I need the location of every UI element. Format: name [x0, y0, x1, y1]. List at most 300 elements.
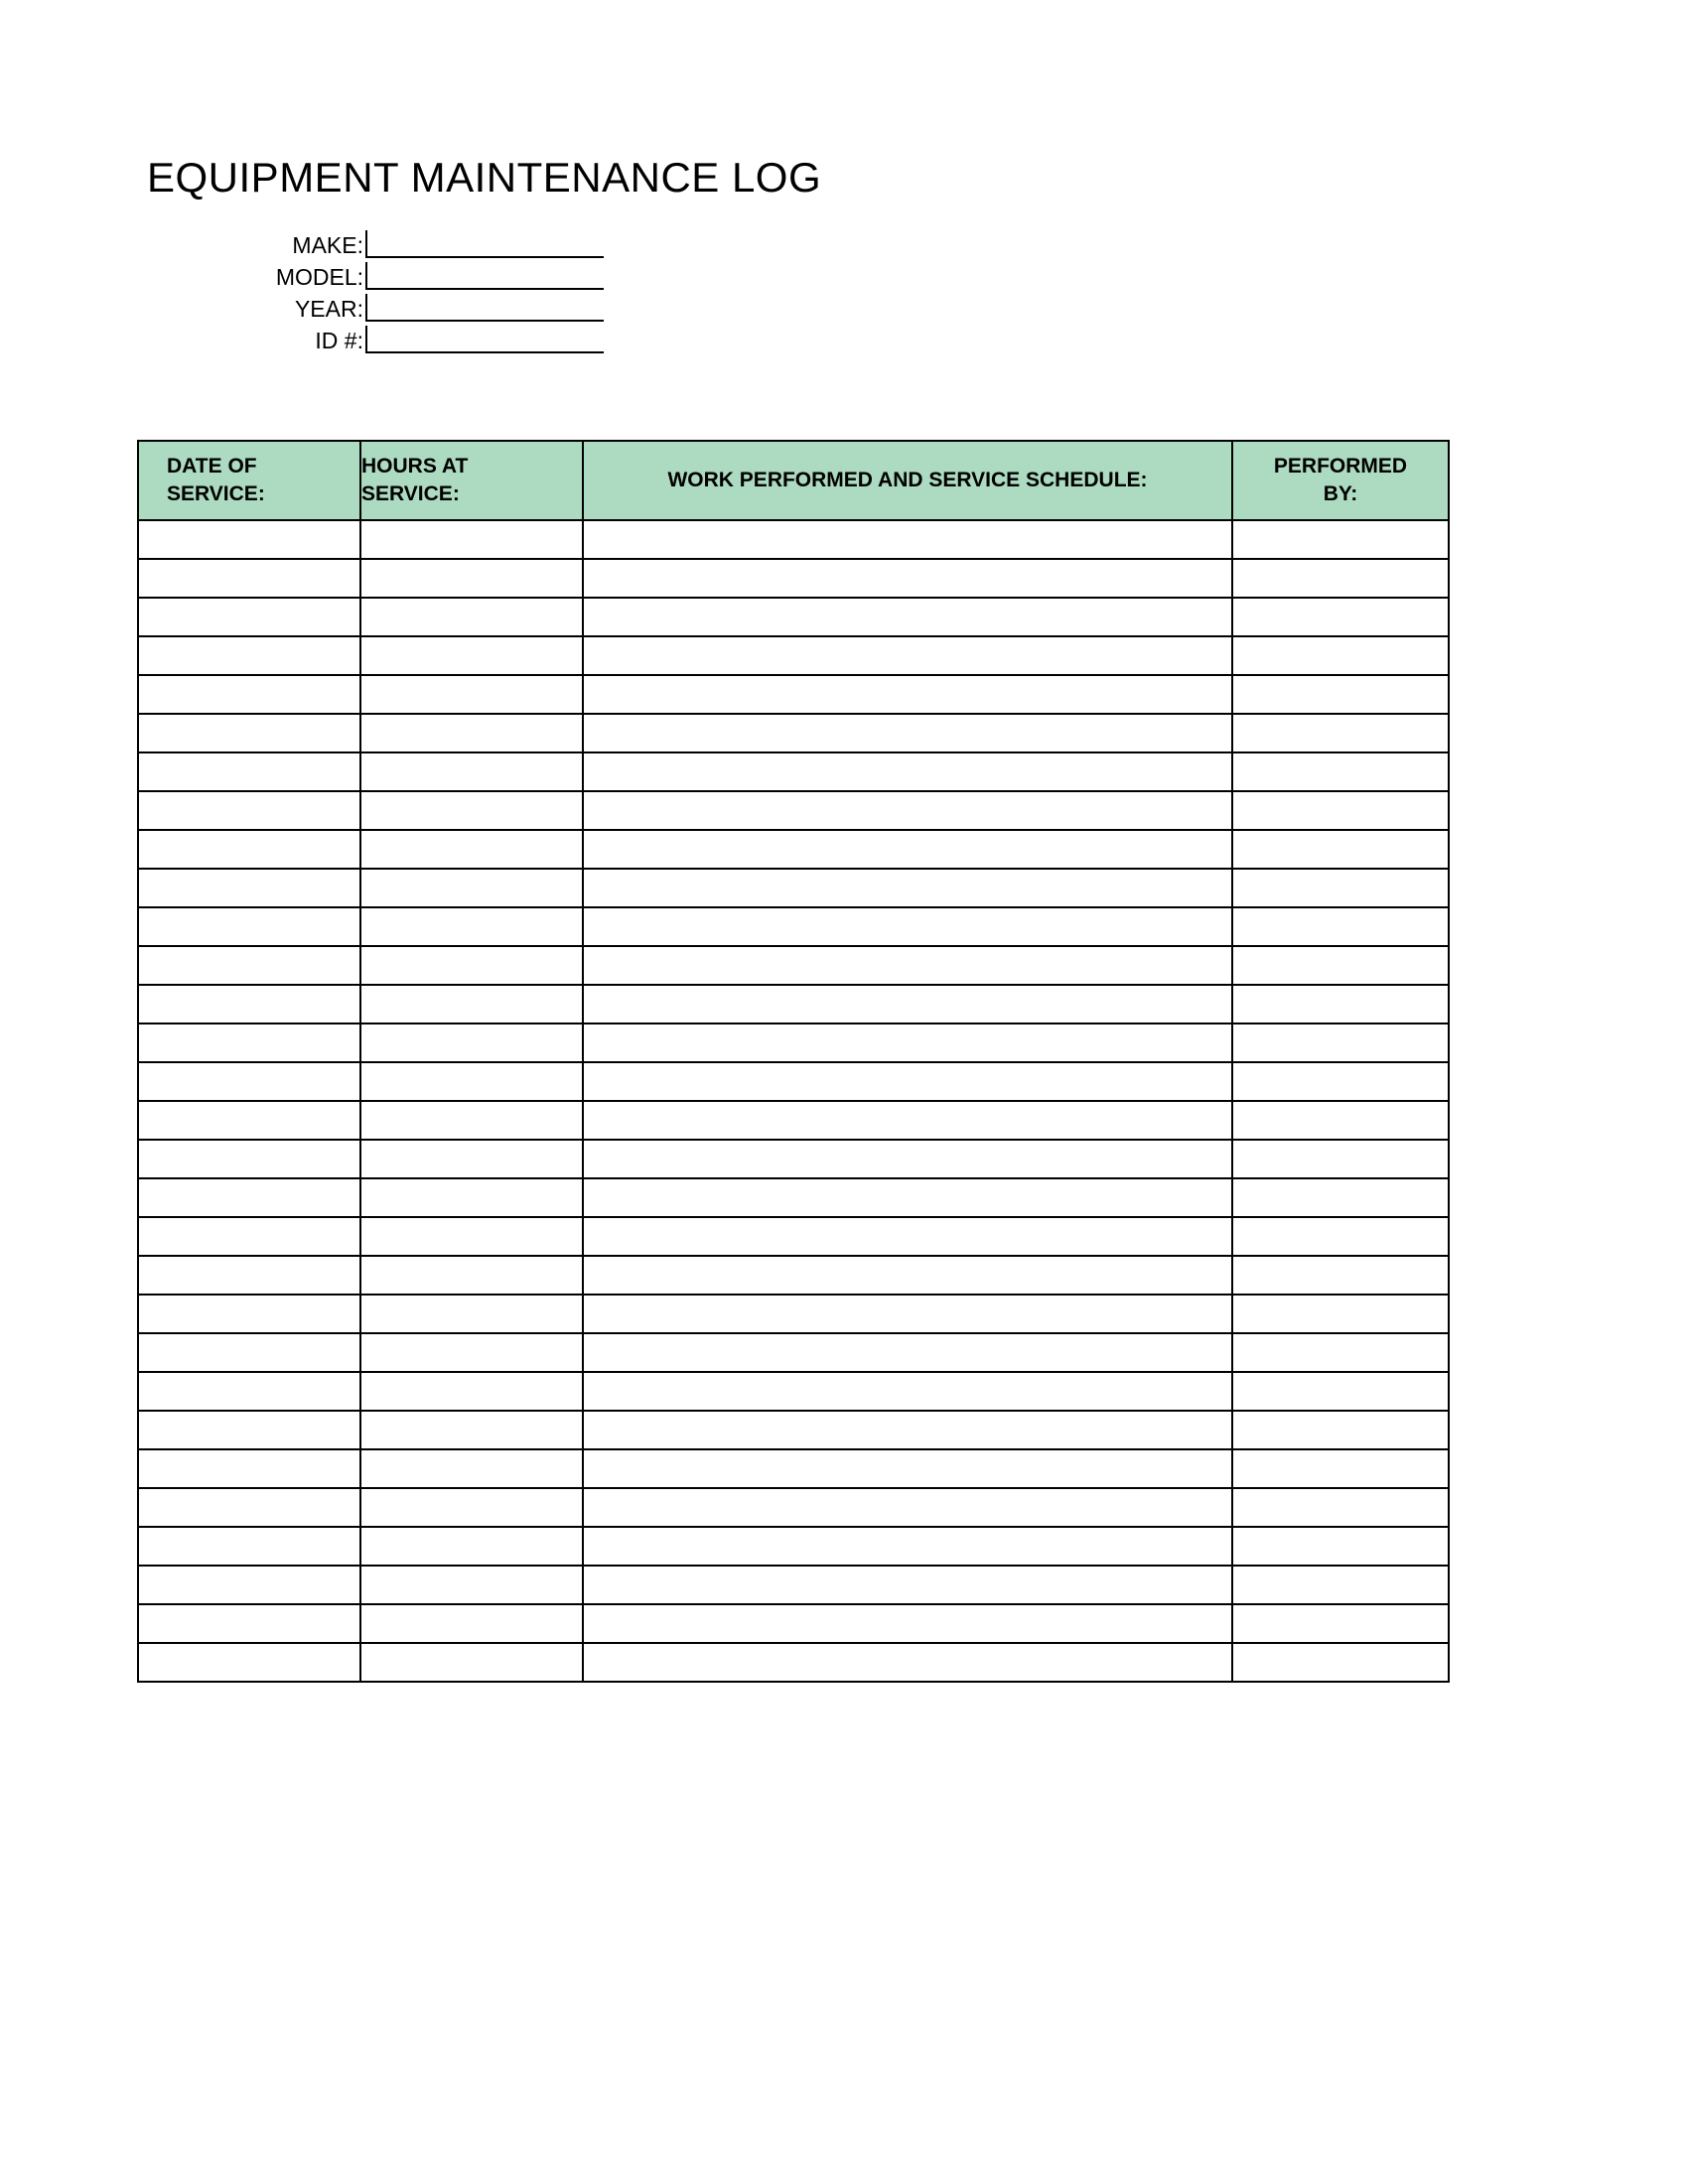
- cell-performed-by[interactable]: [1232, 1372, 1449, 1411]
- cell-work-performed[interactable]: [583, 1333, 1232, 1372]
- cell-work-performed[interactable]: [583, 1449, 1232, 1488]
- column-header-date-of-service: [138, 441, 360, 520]
- input-hours-at-service[interactable]: [361, 1218, 582, 1255]
- cell-performed-by[interactable]: [1232, 1062, 1449, 1101]
- input-performed-by[interactable]: [1233, 676, 1448, 713]
- cell-date-of-service[interactable]: [138, 1062, 360, 1101]
- table-row: [138, 1372, 1449, 1411]
- input-performed-by[interactable]: [1233, 1567, 1448, 1603]
- input-hours-at-service[interactable]: [361, 1412, 582, 1448]
- cell-hours-at-service[interactable]: [360, 1101, 583, 1140]
- table-row: [138, 1527, 1449, 1566]
- input-performed-by[interactable]: [1233, 1257, 1448, 1294]
- cell-work-performed[interactable]: [583, 1488, 1232, 1527]
- input-work-performed[interactable]: [584, 1605, 1231, 1642]
- cell-date-of-service[interactable]: [138, 1217, 360, 1256]
- input-performed-by[interactable]: [1233, 753, 1448, 790]
- table-row: [138, 1566, 1449, 1604]
- maintenance-log-table-container: [137, 440, 1440, 1683]
- input-performed-by[interactable]: [1233, 792, 1448, 829]
- table-row: [138, 869, 1449, 907]
- cell-date-of-service[interactable]: [138, 752, 360, 791]
- cell-date-of-service[interactable]: [138, 714, 360, 752]
- cell-hours-at-service[interactable]: [360, 598, 583, 636]
- input-hours-at-service[interactable]: [361, 1450, 582, 1487]
- column-header-performed-by-line1: PERFORMED: [1273, 455, 1408, 478]
- input-performed-by[interactable]: [1233, 599, 1448, 635]
- cell-performed-by[interactable]: [1232, 1566, 1449, 1604]
- cell-work-performed[interactable]: [583, 1604, 1232, 1643]
- input-date-of-service[interactable]: [139, 1528, 359, 1565]
- cell-date-of-service[interactable]: [138, 1566, 360, 1604]
- cell-hours-at-service[interactable]: [360, 1566, 583, 1604]
- input-performed-by[interactable]: [1233, 1644, 1448, 1681]
- cell-performed-by[interactable]: [1232, 1024, 1449, 1062]
- cell-date-of-service[interactable]: [138, 791, 360, 830]
- cell-date-of-service[interactable]: [138, 1449, 360, 1488]
- input-date-of-service[interactable]: [139, 560, 359, 597]
- id-number-field-line[interactable]: [365, 326, 604, 353]
- cell-work-performed[interactable]: [583, 1062, 1232, 1101]
- input-work-performed[interactable]: [584, 1528, 1231, 1565]
- cell-work-performed[interactable]: [583, 1566, 1232, 1604]
- input-work-performed[interactable]: [584, 753, 1231, 790]
- input-date-of-service[interactable]: [139, 753, 359, 790]
- cell-hours-at-service[interactable]: [360, 985, 583, 1024]
- cell-work-performed[interactable]: [583, 1101, 1232, 1140]
- cell-work-performed[interactable]: [583, 714, 1232, 752]
- input-work-performed[interactable]: [584, 792, 1231, 829]
- make-field-line[interactable]: [365, 230, 604, 258]
- cell-hours-at-service[interactable]: [360, 1256, 583, 1295]
- cell-work-performed[interactable]: [583, 752, 1232, 791]
- input-performed-by[interactable]: [1233, 1373, 1448, 1410]
- column-header-hours-at-service: [360, 441, 583, 520]
- make-label: MAKE:: [292, 232, 363, 258]
- cell-performed-by[interactable]: [1232, 1140, 1449, 1178]
- cell-hours-at-service[interactable]: [360, 1178, 583, 1217]
- input-work-performed[interactable]: [584, 1644, 1231, 1681]
- input-performed-by[interactable]: [1233, 870, 1448, 906]
- input-date-of-service[interactable]: [139, 1257, 359, 1294]
- cell-hours-at-service[interactable]: [360, 907, 583, 946]
- cell-work-performed[interactable]: [583, 946, 1232, 985]
- input-hours-at-service[interactable]: [361, 753, 582, 790]
- input-performed-by[interactable]: [1233, 1489, 1448, 1526]
- cell-work-performed[interactable]: [583, 791, 1232, 830]
- cell-performed-by[interactable]: [1232, 1256, 1449, 1295]
- cell-performed-by[interactable]: [1232, 1604, 1449, 1643]
- input-date-of-service[interactable]: [139, 676, 359, 713]
- cell-date-of-service[interactable]: [138, 675, 360, 714]
- table-row: [138, 1217, 1449, 1256]
- cell-hours-at-service[interactable]: [360, 1372, 583, 1411]
- input-work-performed[interactable]: [584, 715, 1231, 751]
- input-work-performed[interactable]: [584, 1450, 1231, 1487]
- cell-work-performed[interactable]: [583, 869, 1232, 907]
- cell-date-of-service[interactable]: [138, 1643, 360, 1682]
- table-row: [138, 985, 1449, 1024]
- input-work-performed[interactable]: [584, 908, 1231, 945]
- input-hours-at-service[interactable]: [361, 560, 582, 597]
- input-hours-at-service[interactable]: [361, 1179, 582, 1216]
- cell-performed-by[interactable]: [1232, 636, 1449, 675]
- input-hours-at-service[interactable]: [361, 521, 582, 558]
- cell-hours-at-service[interactable]: [360, 752, 583, 791]
- input-date-of-service[interactable]: [139, 1334, 359, 1371]
- field-row-model: [147, 258, 604, 290]
- column-header-work-performed: [583, 441, 1232, 520]
- table-row: [138, 830, 1449, 869]
- input-date-of-service[interactable]: [139, 1102, 359, 1139]
- cell-work-performed[interactable]: [583, 598, 1232, 636]
- input-date-of-service[interactable]: [139, 1179, 359, 1216]
- cell-work-performed[interactable]: [583, 1295, 1232, 1333]
- cell-work-performed[interactable]: [583, 1643, 1232, 1682]
- table-row: [138, 791, 1449, 830]
- cell-performed-by[interactable]: [1232, 598, 1449, 636]
- table-row: [138, 1140, 1449, 1178]
- cell-work-performed[interactable]: [583, 1256, 1232, 1295]
- table-row: [138, 1643, 1449, 1682]
- cell-performed-by[interactable]: [1232, 1295, 1449, 1333]
- cell-date-of-service[interactable]: [138, 559, 360, 598]
- field-row-id-number: [147, 322, 604, 353]
- id-number-label: ID #:: [315, 328, 363, 353]
- cell-performed-by[interactable]: [1232, 559, 1449, 598]
- input-hours-at-service[interactable]: [361, 908, 582, 945]
- input-hours-at-service[interactable]: [361, 1257, 582, 1294]
- cell-performed-by[interactable]: [1232, 1449, 1449, 1488]
- cell-date-of-service[interactable]: [138, 946, 360, 985]
- cell-date-of-service[interactable]: [138, 1178, 360, 1217]
- input-work-performed[interactable]: [584, 560, 1231, 597]
- make-input[interactable]: [367, 230, 604, 256]
- input-work-performed[interactable]: [584, 1141, 1231, 1177]
- input-hours-at-service[interactable]: [361, 1296, 582, 1332]
- id-number-input[interactable]: [367, 326, 604, 351]
- input-performed-by[interactable]: [1233, 947, 1448, 984]
- year-label: YEAR:: [294, 296, 363, 322]
- input-performed-by[interactable]: [1233, 1412, 1448, 1448]
- input-hours-at-service[interactable]: [361, 1063, 582, 1100]
- year-field-line[interactable]: [365, 294, 604, 322]
- input-hours-at-service[interactable]: [361, 947, 582, 984]
- cell-date-of-service[interactable]: [138, 869, 360, 907]
- table-row: [138, 1256, 1449, 1295]
- table-row: [138, 1024, 1449, 1062]
- input-hours-at-service[interactable]: [361, 1102, 582, 1139]
- input-hours-at-service[interactable]: [361, 637, 582, 674]
- cell-date-of-service[interactable]: [138, 985, 360, 1024]
- input-date-of-service[interactable]: [139, 1296, 359, 1332]
- input-work-performed[interactable]: [584, 676, 1231, 713]
- maintenance-log-table: [137, 440, 1450, 1683]
- year-input[interactable]: [367, 294, 604, 320]
- input-hours-at-service[interactable]: [361, 1644, 582, 1681]
- cell-date-of-service[interactable]: [138, 1024, 360, 1062]
- table-row: [138, 714, 1449, 752]
- input-date-of-service[interactable]: [139, 1450, 359, 1487]
- cell-hours-at-service[interactable]: [360, 1295, 583, 1333]
- input-date-of-service[interactable]: [139, 1063, 359, 1100]
- cell-performed-by[interactable]: [1232, 1411, 1449, 1449]
- cell-work-performed[interactable]: [583, 985, 1232, 1024]
- cell-hours-at-service[interactable]: [360, 675, 583, 714]
- input-hours-at-service[interactable]: [361, 1528, 582, 1565]
- cell-hours-at-service[interactable]: [360, 1411, 583, 1449]
- cell-hours-at-service[interactable]: [360, 1333, 583, 1372]
- input-performed-by[interactable]: [1233, 1605, 1448, 1642]
- input-date-of-service[interactable]: [139, 831, 359, 868]
- cell-hours-at-service[interactable]: [360, 636, 583, 675]
- table-row: [138, 1604, 1449, 1643]
- input-performed-by[interactable]: [1233, 715, 1448, 751]
- input-work-performed[interactable]: [584, 1257, 1231, 1294]
- cell-work-performed[interactable]: [583, 830, 1232, 869]
- table-row: [138, 1295, 1449, 1333]
- input-work-performed[interactable]: [584, 521, 1231, 558]
- cell-date-of-service[interactable]: [138, 1488, 360, 1527]
- cell-performed-by[interactable]: [1232, 1178, 1449, 1217]
- cell-work-performed[interactable]: [583, 1527, 1232, 1566]
- input-work-performed[interactable]: [584, 1373, 1231, 1410]
- cell-hours-at-service[interactable]: [360, 946, 583, 985]
- input-performed-by[interactable]: [1233, 908, 1448, 945]
- table-row: [138, 946, 1449, 985]
- cell-performed-by[interactable]: [1232, 1101, 1449, 1140]
- input-hours-at-service[interactable]: [361, 986, 582, 1023]
- input-performed-by[interactable]: [1233, 560, 1448, 597]
- input-work-performed[interactable]: [584, 1102, 1231, 1139]
- cell-date-of-service[interactable]: [138, 1372, 360, 1411]
- input-work-performed[interactable]: [584, 1334, 1231, 1371]
- input-date-of-service[interactable]: [139, 1567, 359, 1603]
- table-row: [138, 598, 1449, 636]
- column-header-date-of-service-line2: SERVICE:: [167, 482, 265, 505]
- cell-hours-at-service[interactable]: [360, 1488, 583, 1527]
- input-hours-at-service[interactable]: [361, 792, 582, 829]
- cell-date-of-service[interactable]: [138, 1333, 360, 1372]
- input-hours-at-service[interactable]: [361, 676, 582, 713]
- input-work-performed[interactable]: [584, 1296, 1231, 1332]
- cell-hours-at-service[interactable]: [360, 830, 583, 869]
- cell-performed-by[interactable]: [1232, 520, 1449, 559]
- column-header-work-performed-text: WORK PERFORMED AND SERVICE SCHEDULE:: [667, 469, 1148, 491]
- cell-performed-by[interactable]: [1232, 1217, 1449, 1256]
- cell-performed-by[interactable]: [1232, 1333, 1449, 1372]
- cell-hours-at-service[interactable]: [360, 791, 583, 830]
- input-hours-at-service[interactable]: [361, 1334, 582, 1371]
- cell-date-of-service[interactable]: [138, 1604, 360, 1643]
- input-hours-at-service[interactable]: [361, 870, 582, 906]
- input-date-of-service[interactable]: [139, 1489, 359, 1526]
- input-hours-at-service[interactable]: [361, 1024, 582, 1061]
- input-date-of-service[interactable]: [139, 870, 359, 906]
- cell-work-performed[interactable]: [583, 1411, 1232, 1449]
- input-performed-by[interactable]: [1233, 1296, 1448, 1332]
- input-hours-at-service[interactable]: [361, 1141, 582, 1177]
- cell-performed-by[interactable]: [1232, 869, 1449, 907]
- cell-date-of-service[interactable]: [138, 1527, 360, 1566]
- table-row: [138, 1411, 1449, 1449]
- input-date-of-service[interactable]: [139, 715, 359, 751]
- input-hours-at-service[interactable]: [361, 1373, 582, 1410]
- input-performed-by[interactable]: [1233, 637, 1448, 674]
- table-row: [138, 520, 1449, 559]
- input-performed-by[interactable]: [1233, 1063, 1448, 1100]
- model-label: MODEL:: [275, 264, 363, 290]
- table-row: [138, 559, 1449, 598]
- input-performed-by[interactable]: [1233, 1218, 1448, 1255]
- table-body: [138, 520, 1449, 1682]
- cell-date-of-service[interactable]: [138, 1411, 360, 1449]
- model-field-line[interactable]: [365, 262, 604, 290]
- cell-hours-at-service[interactable]: [360, 520, 583, 559]
- cell-hours-at-service[interactable]: [360, 1527, 583, 1566]
- cell-performed-by[interactable]: [1232, 830, 1449, 869]
- input-work-performed[interactable]: [584, 1489, 1231, 1526]
- cell-performed-by[interactable]: [1232, 791, 1449, 830]
- cell-hours-at-service[interactable]: [360, 869, 583, 907]
- cell-hours-at-service[interactable]: [360, 714, 583, 752]
- input-performed-by[interactable]: [1233, 1141, 1448, 1177]
- cell-hours-at-service[interactable]: [360, 1643, 583, 1682]
- column-header-hours-at-service-line2: SERVICE:: [361, 482, 460, 505]
- cell-performed-by[interactable]: [1232, 1488, 1449, 1527]
- cell-date-of-service[interactable]: [138, 1256, 360, 1295]
- input-work-performed[interactable]: [584, 1412, 1231, 1448]
- table-header: [138, 441, 1449, 520]
- cell-work-performed[interactable]: [583, 636, 1232, 675]
- input-date-of-service[interactable]: [139, 1218, 359, 1255]
- column-header-hours-at-service-line1: HOURS AT: [361, 455, 469, 478]
- input-date-of-service[interactable]: [139, 947, 359, 984]
- table-row: [138, 636, 1449, 675]
- input-performed-by[interactable]: [1233, 1102, 1448, 1139]
- input-performed-by[interactable]: [1233, 986, 1448, 1023]
- table-row: [138, 1333, 1449, 1372]
- cell-date-of-service[interactable]: [138, 598, 360, 636]
- input-work-performed[interactable]: [584, 947, 1231, 984]
- input-date-of-service[interactable]: [139, 521, 359, 558]
- input-date-of-service[interactable]: [139, 908, 359, 945]
- cell-date-of-service[interactable]: [138, 907, 360, 946]
- cell-performed-by[interactable]: [1232, 985, 1449, 1024]
- input-performed-by[interactable]: [1233, 521, 1448, 558]
- input-date-of-service[interactable]: [139, 1024, 359, 1061]
- input-performed-by[interactable]: [1233, 1024, 1448, 1061]
- equipment-identification-block: [147, 226, 604, 353]
- cell-work-performed[interactable]: [583, 1217, 1232, 1256]
- input-hours-at-service[interactable]: [361, 1605, 582, 1642]
- input-performed-by[interactable]: [1233, 1528, 1448, 1565]
- cell-performed-by[interactable]: [1232, 1643, 1449, 1682]
- table-row: [138, 675, 1449, 714]
- input-date-of-service[interactable]: [139, 1141, 359, 1177]
- cell-work-performed[interactable]: [583, 907, 1232, 946]
- model-input[interactable]: [367, 262, 604, 288]
- cell-work-performed[interactable]: [583, 1178, 1232, 1217]
- table-row: [138, 1449, 1449, 1488]
- input-work-performed[interactable]: [584, 599, 1231, 635]
- input-work-performed[interactable]: [584, 1024, 1231, 1061]
- cell-hours-at-service[interactable]: [360, 1604, 583, 1643]
- cell-work-performed[interactable]: [583, 559, 1232, 598]
- field-row-year: [147, 290, 604, 322]
- input-work-performed[interactable]: [584, 1179, 1231, 1216]
- input-hours-at-service[interactable]: [361, 1567, 582, 1603]
- cell-hours-at-service[interactable]: [360, 1217, 583, 1256]
- column-header-date-of-service-line1: DATE OF: [167, 455, 257, 478]
- input-performed-by[interactable]: [1233, 1179, 1448, 1216]
- cell-performed-by[interactable]: [1232, 675, 1449, 714]
- cell-hours-at-service[interactable]: [360, 1024, 583, 1062]
- cell-date-of-service[interactable]: [138, 1101, 360, 1140]
- table-row: [138, 1178, 1449, 1217]
- input-date-of-service[interactable]: [139, 792, 359, 829]
- input-work-performed[interactable]: [584, 1567, 1231, 1603]
- cell-hours-at-service[interactable]: [360, 1449, 583, 1488]
- input-performed-by[interactable]: [1233, 831, 1448, 868]
- cell-performed-by[interactable]: [1232, 946, 1449, 985]
- page-title: EQUIPMENT MAINTENANCE LOG: [147, 154, 822, 201]
- input-hours-at-service[interactable]: [361, 831, 582, 868]
- input-date-of-service[interactable]: [139, 599, 359, 635]
- cell-date-of-service[interactable]: [138, 830, 360, 869]
- cell-work-performed[interactable]: [583, 1024, 1232, 1062]
- cell-performed-by[interactable]: [1232, 752, 1449, 791]
- input-work-performed[interactable]: [584, 1063, 1231, 1100]
- input-date-of-service[interactable]: [139, 1412, 359, 1448]
- cell-hours-at-service[interactable]: [360, 1062, 583, 1101]
- table-row: [138, 907, 1449, 946]
- input-performed-by[interactable]: [1233, 1334, 1448, 1371]
- input-hours-at-service[interactable]: [361, 715, 582, 751]
- cell-performed-by[interactable]: [1232, 1527, 1449, 1566]
- cell-performed-by[interactable]: [1232, 714, 1449, 752]
- input-work-performed[interactable]: [584, 831, 1231, 868]
- input-date-of-service[interactable]: [139, 1373, 359, 1410]
- input-date-of-service[interactable]: [139, 986, 359, 1023]
- input-work-performed[interactable]: [584, 1218, 1231, 1255]
- cell-work-performed[interactable]: [583, 675, 1232, 714]
- input-hours-at-service[interactable]: [361, 599, 582, 635]
- cell-work-performed[interactable]: [583, 1140, 1232, 1178]
- cell-work-performed[interactable]: [583, 520, 1232, 559]
- table-header-row: [138, 441, 1449, 520]
- input-date-of-service[interactable]: [139, 637, 359, 674]
- column-header-performed-by-line2: BY:: [1323, 482, 1358, 505]
- cell-work-performed[interactable]: [583, 1372, 1232, 1411]
- input-hours-at-service[interactable]: [361, 1489, 582, 1526]
- cell-hours-at-service[interactable]: [360, 559, 583, 598]
- input-work-performed[interactable]: [584, 870, 1231, 906]
- column-header-performed-by: [1232, 441, 1449, 520]
- cell-date-of-service[interactable]: [138, 1295, 360, 1333]
- input-date-of-service[interactable]: [139, 1644, 359, 1681]
- cell-date-of-service[interactable]: [138, 1140, 360, 1178]
- input-date-of-service[interactable]: [139, 1605, 359, 1642]
- input-work-performed[interactable]: [584, 986, 1231, 1023]
- table-row: [138, 1062, 1449, 1101]
- cell-date-of-service[interactable]: [138, 520, 360, 559]
- input-performed-by[interactable]: [1233, 1450, 1448, 1487]
- cell-date-of-service[interactable]: [138, 636, 360, 675]
- cell-hours-at-service[interactable]: [360, 1140, 583, 1178]
- cell-performed-by[interactable]: [1232, 907, 1449, 946]
- input-work-performed[interactable]: [584, 637, 1231, 674]
